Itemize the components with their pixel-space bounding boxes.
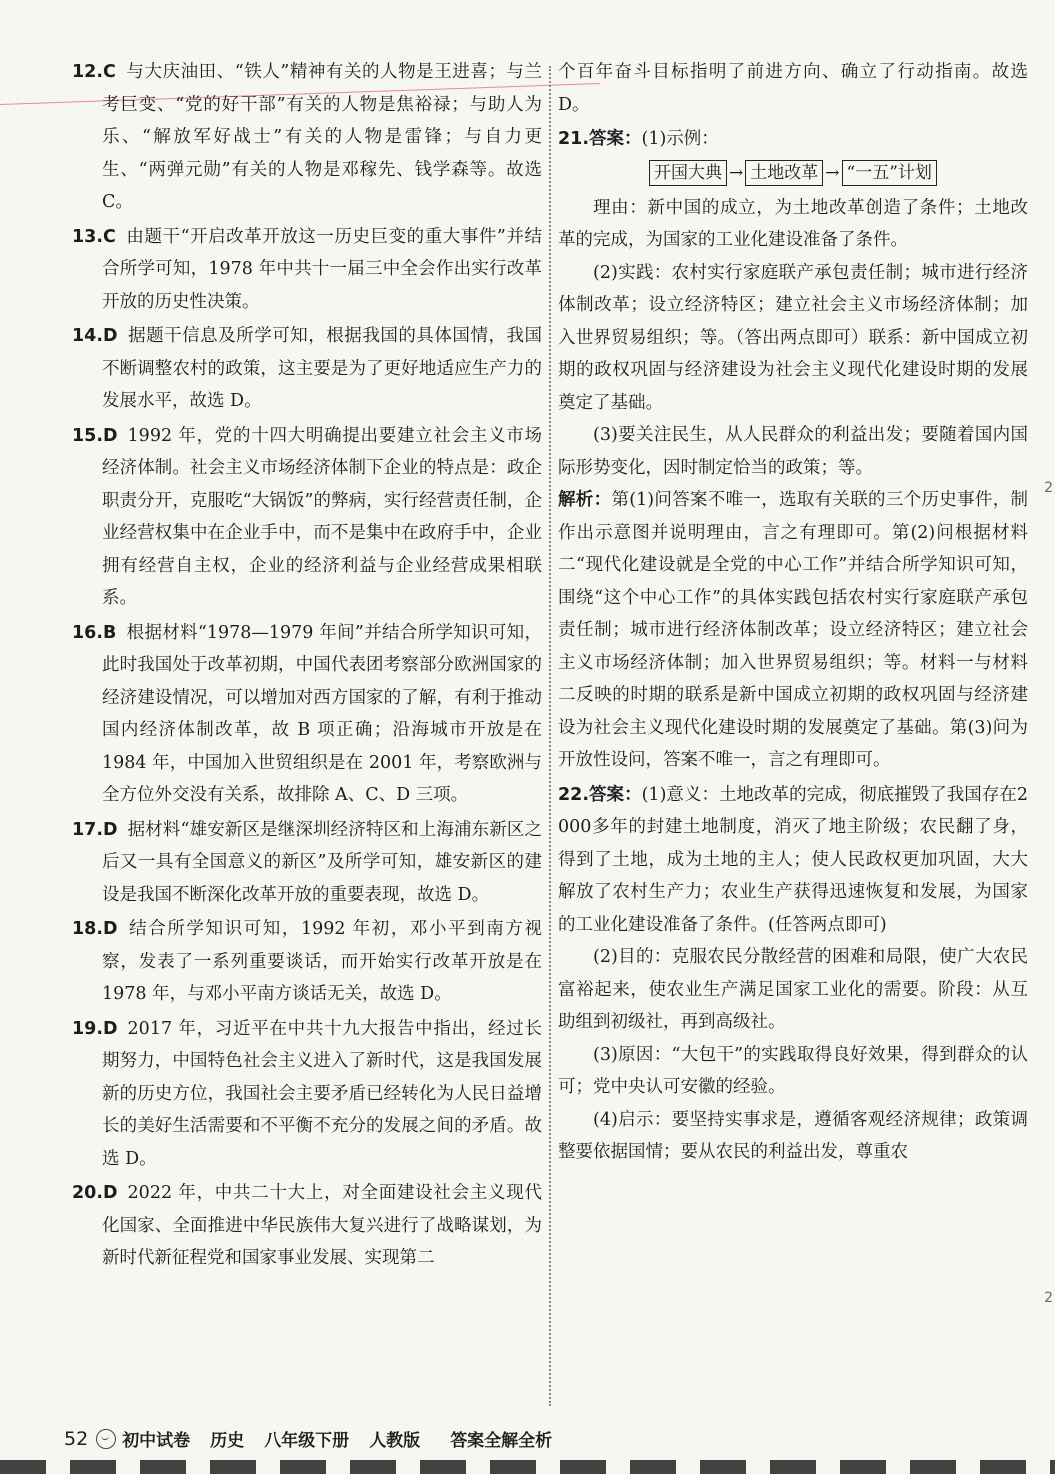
footer-item-edition: 人教版	[369, 1431, 421, 1451]
answer-21-intro: (1)示例：	[641, 129, 719, 149]
answer-entry	[72, 814, 542, 912]
answer-22-part2: (2)目的：克服农民分散经营的困难和局限，使广大农民富裕起来，使农业生产满足国家工业化的需要。阶段：从互助组到初级社，再到高级社。	[558, 947, 1028, 1032]
question-number: 12.	[72, 62, 104, 82]
answer-entry	[72, 913, 542, 1011]
analysis-label: 解析：	[558, 490, 612, 510]
answer-entry	[72, 320, 542, 418]
answer-22-part3: (3)原因：“大包干”的实践取得良好效果，得到群众的认可；党中央认可安徽的经验。	[558, 1044, 1028, 1097]
footer-item-series: 初中试卷	[122, 1431, 191, 1451]
answer-letter: D	[103, 819, 118, 840]
answer-label: 答案：	[589, 784, 642, 805]
answer-letter: D	[103, 425, 118, 446]
answer-text: 据材料“雄安新区是继深圳经济特区和上海浦东新区之后又一具有全国意义的新区”及所学可知，雄安新区的建设是我国不断深化改革开放的重要表现，故选 D。	[102, 819, 542, 905]
question-number: 21.	[558, 129, 590, 149]
footer-item-subject: 历史	[210, 1431, 245, 1451]
question-number: 20.	[72, 1183, 104, 1203]
answer-text: 2017 年，习近平在中共十九大报告中指出，经过长期努力，中国特色社会主义进入了新时代，这是我国发展新的历史方位，我国社会主要矛盾已经转化为人民日益增长的美好生活需要和不平衡不充分的发展之间的矛盾。故选 D。	[102, 1018, 542, 1169]
answer-entry	[72, 617, 542, 812]
answer-21	[558, 123, 1028, 777]
answer-entry	[72, 1013, 542, 1176]
question-number: 22.	[558, 784, 590, 805]
answer-20-continued-text: 个百年奋斗目标指明了前进方向、确立了行动指南。故选 D。	[558, 62, 1028, 115]
mascot-icon	[96, 1429, 116, 1449]
timeline-box-2: 土地改革	[745, 160, 823, 186]
answer-text: 据题干信息及所学可知，根据我国的具体国情，我国不断调整农村的政策，这主要是为了更好地适应生产力的发展水平，故选 D。	[102, 326, 542, 411]
column-divider	[549, 66, 551, 1406]
answer-letter: C	[103, 226, 116, 247]
answer-21-reason: 理由：新中国的成立，为土地改革创造了条件；土地改革的完成，为国家的工业化建设准备了条件。	[558, 197, 1028, 250]
answer-letter: C	[103, 62, 116, 82]
answer-letter: B	[103, 622, 117, 643]
margin-mark: 2	[1044, 480, 1053, 496]
timeline-diagram	[558, 159, 1028, 187]
answer-entry	[72, 56, 542, 219]
answer-letter: D	[103, 1183, 118, 1203]
answer-text: 由题干“开启改革开放这一历史巨变的重大事件”并结合所学可知，1978 年中共十一届三中全会作出实行改革开放的历史性决策。	[102, 226, 542, 312]
question-number: 15.	[72, 425, 104, 446]
answer-22	[558, 779, 1028, 1169]
bottom-cropped-strip	[0, 1460, 1055, 1474]
page-number: 52	[64, 1427, 89, 1450]
question-number: 16.	[72, 622, 104, 643]
arrow-icon: →	[825, 162, 840, 183]
footer-note: 答案全解全析	[450, 1431, 553, 1451]
right-column	[558, 56, 1028, 1171]
question-number: 19.	[72, 1018, 104, 1039]
answer-letter: D	[103, 1018, 118, 1039]
answer-21-analysis: 第(1)问答案不唯一，选取有关联的三个历史事件，制作出示意图并说明理由，言之有理即可。第(2)问根据材料二“现代化建设就是全党的中心工作”并结合所学知识可知，围绕“这个中心工作”的具体实践包括农村实行家庭联产承包责任制；城市进行经济体制改革；设立经济特区；建立社会主义市场经济体制；加入世界贸易组织；等。材料一与材料二反映的时期的联系是新中国成立初期的政权巩固与经济建设为社会主义现代化建设时期的发展奠定了基础。第(3)问为开放性设问，答案不唯一，言之有理即可。	[558, 490, 1029, 770]
answer-text: 与大庆油田、“铁人”精神有关的人物是王进喜；与兰考巨变、“党的好干部”有关的人物是焦裕禄；与助人为乐、“解放军好战士”有关的人物是雷锋；与自力更生、“两弹元勋”有关的人物是邓稼先、钱学森等。故选 C。	[102, 62, 542, 212]
question-number: 17.	[72, 819, 104, 840]
timeline-box-3: “一五”计划	[842, 160, 937, 186]
answer-text: 根据材料“1978—1979 年间”并结合所学知识可知，此时我国处于改革初期，中国代表团考察部分欧洲国家的经济建设情况，可以增加对西方国家的了解，有利于推动国内经济体制改革，故 B 项正确；沿海城市开放是在 1984 年，中国加入世贸组织是在 2001 年，考察欧洲与全方位外交没有关系，故排除 A、C、D 三项。	[102, 622, 542, 805]
answer-21-part3: (3)要关注民生，从人民群众的利益出发；要随着国内国际形势变化，因时制定恰当的政策；等。	[558, 425, 1028, 478]
question-number: 14.	[72, 326, 104, 346]
question-number: 13.	[72, 226, 104, 247]
answer-entry	[72, 1177, 542, 1275]
margin-mark: 2	[1044, 1290, 1053, 1306]
page-footer	[64, 1426, 552, 1451]
question-number: 18.	[72, 919, 104, 939]
timeline-box-1: 开国大典	[649, 160, 727, 186]
answer-letter: D	[103, 326, 118, 346]
arrow-icon: →	[729, 162, 744, 183]
answer-22-part4: (4)启示：要坚持实事求是，遵循客观经济规律；政策调整要依据国情；要从农民的利益出发，尊重农	[558, 1109, 1028, 1162]
left-column	[72, 56, 542, 1277]
answer-text: 2022 年，中共二十大上，对全面建设社会主义现代化国家、全面推进中华民族伟大复兴进行了战略谋划，为新时代新征程党和国家事业发展、实现第二	[102, 1183, 542, 1268]
answer-22-part1: (1)意义：土地改革的完成，彻底摧毁了我国存在2 000多年的封建土地制度，消灭了地主阶级；农民翻了身，得到了土地，成为土地的主人；使人民政权更加巩固，大大解放了农村生产力；农业生产获得迅速恢复和发展，为国家的工业化建设准备了条件。(任答两点即可)	[558, 784, 1029, 935]
answer-entry	[72, 221, 542, 319]
answer-21-part2: (2)实践：农村实行家庭联产承包责任制；城市进行经济体制改革；设立经济特区；建立社会主义市场经济体制；加入世界贸易组织；等。（答出两点即可）联系：新中国成立初期的政权巩固与经济建设为社会主义现代化建设时期的发展奠定了基础。	[558, 262, 1028, 413]
answer-text: 结合所学知识可知，1992 年初，邓小平到南方视察，发表了一系列重要谈话，而开始实行改革开放是在 1978 年，与邓小平南方谈话无关，故选 D。	[102, 919, 542, 1004]
answer-label: 答案：	[589, 129, 642, 149]
footer-item-grade: 八年级下册	[264, 1431, 350, 1451]
answer-entry	[72, 420, 542, 615]
answer-letter: D	[103, 919, 118, 939]
answer-20-continued	[558, 56, 1028, 121]
answer-text: 1992 年，党的十四大明确提出要建立社会主义市场经济体制。社会主义市场经济体制下企业的特点是：政企职责分开，克服吃“大锅饭”的弊病，实行经营责任制，企业经营权集中在企业手中，而不是集中在政府手中，企业拥有经营自主权，企业的经济利益与企业经营成果相联系。	[102, 425, 542, 608]
